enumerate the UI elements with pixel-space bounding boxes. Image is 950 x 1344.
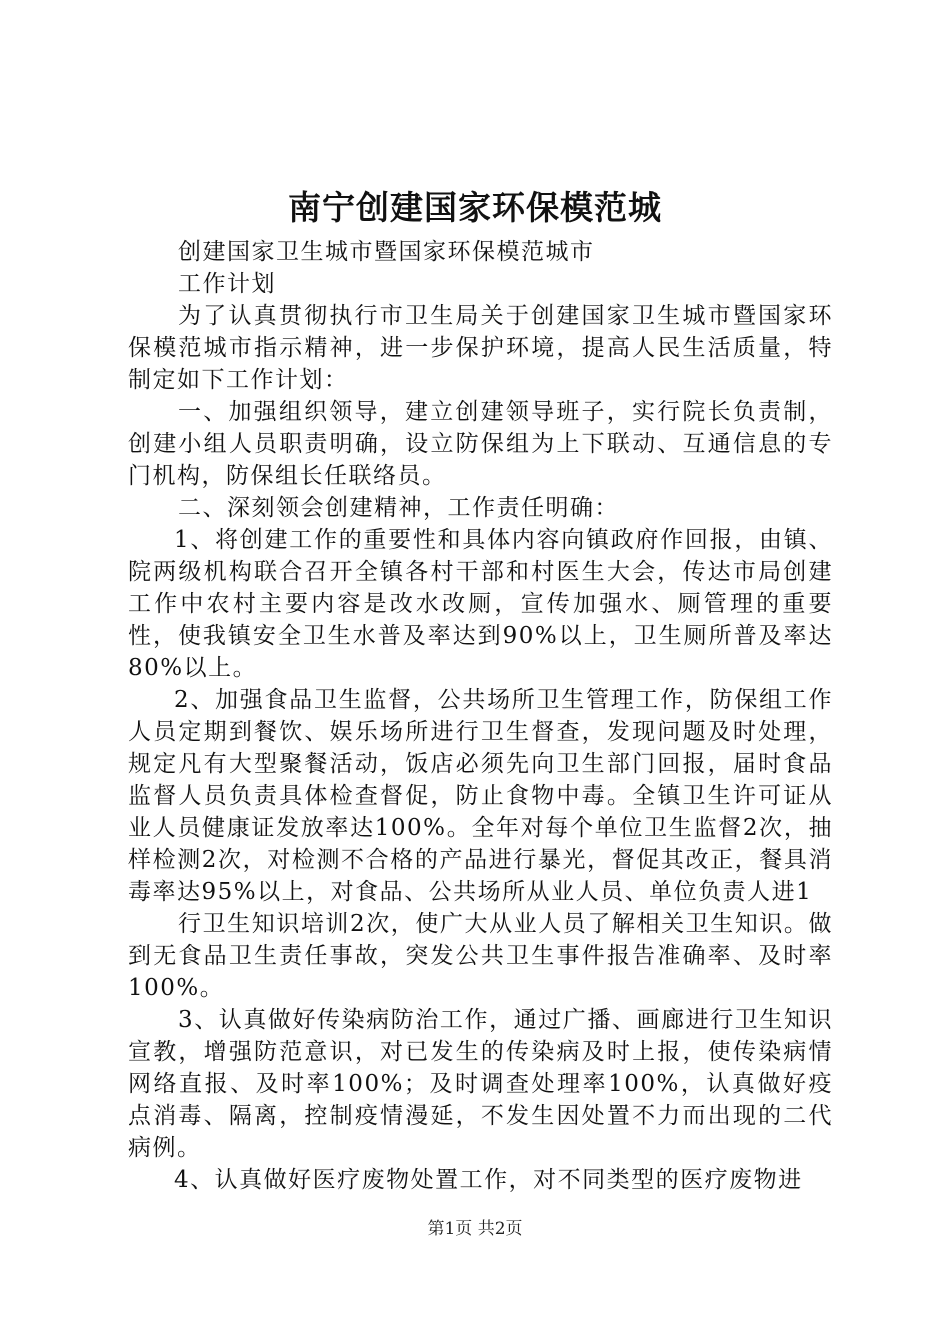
document-title: 南宁创建国家环保模范城: [288, 188, 662, 227]
paragraph-item-4: 4、认真做好医疗废物处置工作，对不同类型的医疗废物进: [174, 1167, 803, 1193]
paragraph-item-2-continued: 行卫生知识培训2次，使广大从业人员了解相关卫生知识。做到无食品卫生责任事故，突发公共卫生事件报告准确率、及时率100%。: [128, 911, 833, 1001]
paragraph-item-1: 1、将创建工作的重要性和具体内容向镇政府作回报，由镇、院两级机构联合召开全镇各村干部和村医生大会，传达市局创建工作中农村主要内容是改水改厕，宣传加强水、厕管理的重要性，使我镇安全卫生水普及率达到90%以上，卫生厕所普及率达80%以上。: [128, 527, 833, 681]
paragraph-item-2: 2、加强食品卫生监督，公共场所卫生管理工作，防保组工作人员定期到餐饮、娱乐场所进行卫生督查，发现问题及时处理，规定凡有大型聚餐活动，饭店必须先向卫生部门回报，届时食品监督人员负责具体检查督促，防止食物中毒。全镇卫生许可证从业人员健康证发放率达100%。全年对每个单位卫生监督2次，抽样检测2次，对检测不合格的产品进行暴光，督促其改正，餐具消毒率达95%以上，对食品、公共场所从业人员、单位负责人进1: [128, 687, 833, 905]
subtitle-line-2: 工作计划: [178, 271, 276, 297]
paragraph-section-1: 一、加强组织领导，建立创建领导班子，实行院长负责制，创建小组人员职责明确，设立防保组为上下联动、互通信息的专门机构，防保组长任联络员。: [128, 399, 833, 489]
document-body: [128, 236, 833, 1196]
subtitle-line-1: 创建国家卫生城市暨国家环保模范城市: [178, 239, 595, 265]
paragraph-intro: 为了认真贯彻执行市卫生局关于创建国家卫生城市暨国家环保模范城市指示精神，进一步保护环境，提高人民生活质量，特制定如下工作计划：: [128, 303, 833, 393]
paragraph-item-3: 3、认真做好传染病防治工作，通过广播、画廊进行卫生知识宣教，增强防范意识，对已发生的传染病及时上报，使传染病情网络直报、及时率100%；及时调查处理率100%，认真做好疫点消毒、隔离，控制疫情漫延，不发生因处置不力而出现的二代病例。: [128, 1007, 833, 1161]
paragraph-section-2: 二、深刻领会创建精神，工作责任明确：: [178, 495, 619, 521]
page-number-footer: 第1页 共2页: [427, 1219, 523, 1239]
